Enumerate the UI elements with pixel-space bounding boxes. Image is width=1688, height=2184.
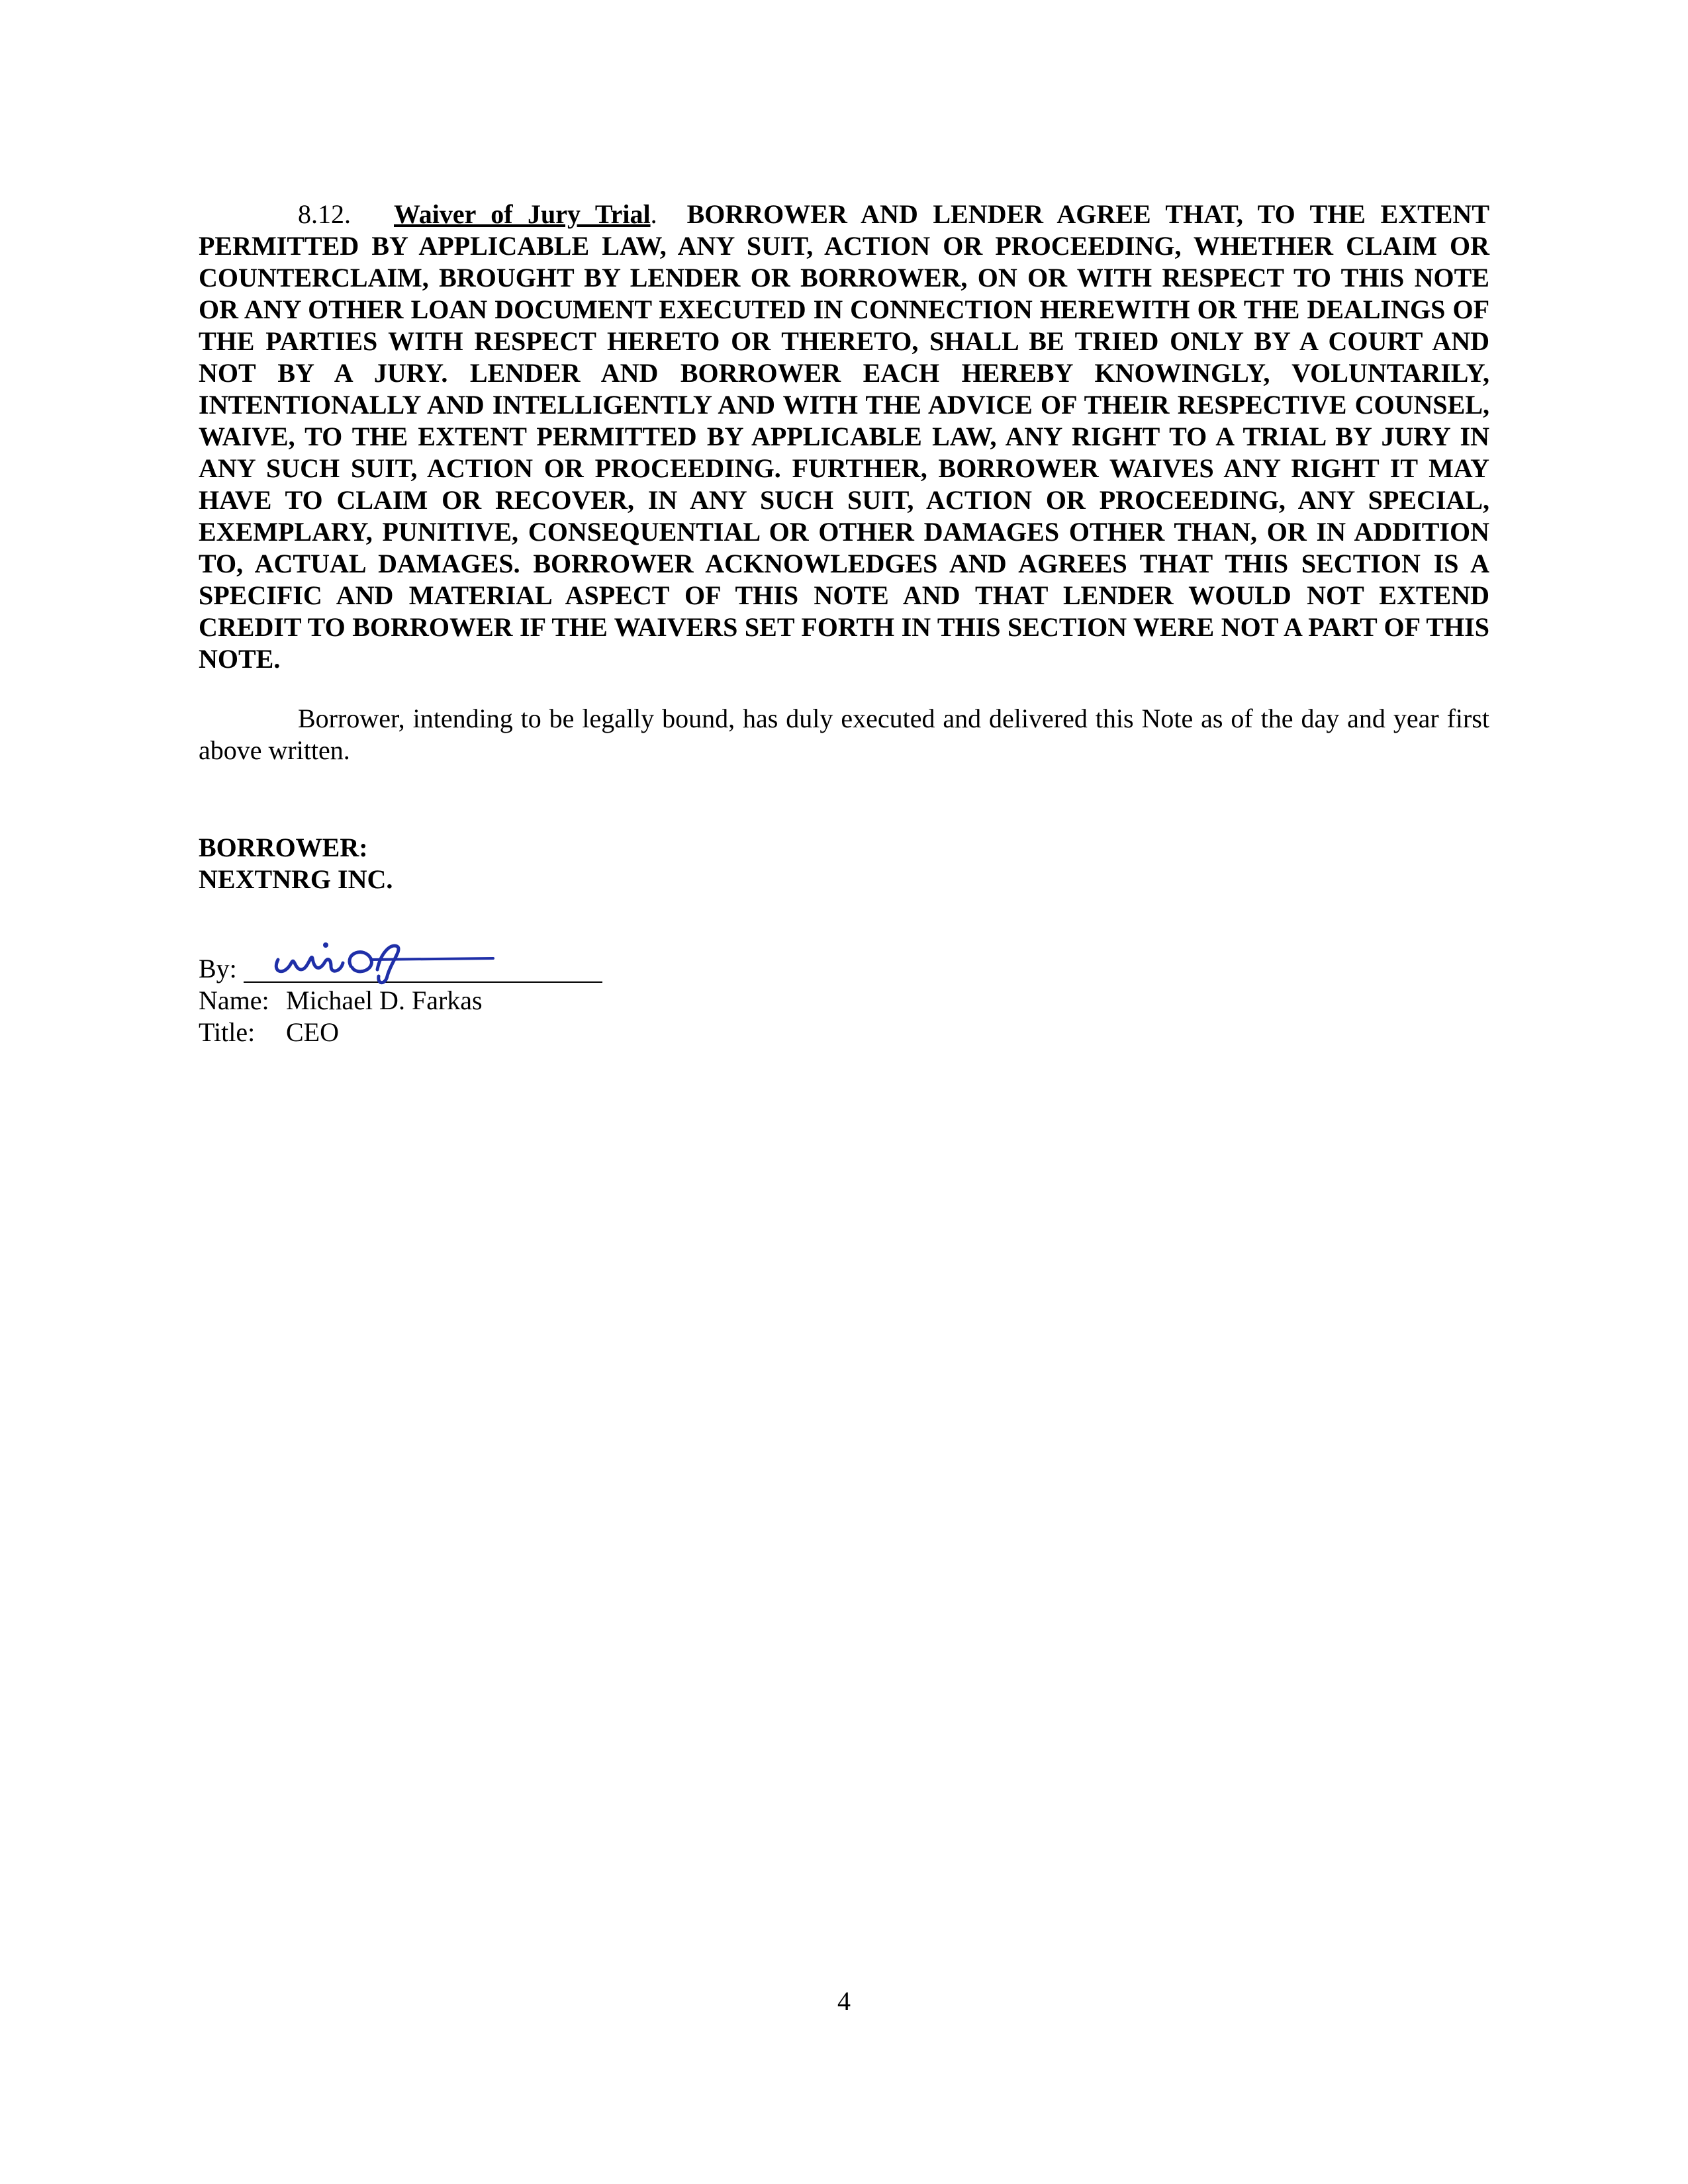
- section-body: BORROWER AND LENDER AGREE THAT, TO THE EXTENT PERMITTED BY APPLICABLE LAW, ANY SUIT, ACTION OR PROCEEDING, WHETHER CLAIM OR COUNTERCLAIM, BROUGHT BY LENDER OR BORROWER, ON OR WITH RESPECT TO THIS NOTE OR ANY OTHER LOAN DOCUMENT EXECUTED IN CONNECTION HEREWITH OR THE DEALINGS OF THE PARTIES WITH RESPECT HERETO OR THERETO, SHALL BE TRIED ONLY BY A COURT AND NOT BY A JURY. LENDER AND BORROWER EACH HEREBY KNOWINGLY, VOLUNTARILY, INTENTIONALLY AND INTELLIGENTLY AND WITH THE ADVICE OF THEIR RESPECTIVE COUNSEL, WAIVE, TO THE EXTENT PERMITTED BY APPLICABLE LAW, ANY RIGHT TO A TRIAL BY JURY IN ANY SUCH SUIT, ACTION OR PROCEEDING. FURTHER, BORROWER WAIVES ANY RIGHT IT MAY HAVE TO CLAIM OR RECOVER, IN ANY SUCH SUIT, ACTION OR PROCEEDING, ANY SPECIAL, EXEMPLARY, PUNITIVE, CONSEQUENTIAL OR OTHER DAMAGES OTHER THAN, OR IN ADDITION TO, ACTUAL DAMAGES. BORROWER ACKNOWLEDGES AND AGREES THAT THIS SECTION IS A SPECIFIC AND MATERIAL ASPECT OF THIS NOTE AND THAT LENDER WOULD NOT EXTEND CREDIT TO BORROWER IF THE WAIVERS SET FORTH IN THIS SECTION WERE NOT A PART OF THIS NOTE.: [199, 199, 1489, 674]
- by-label: By:: [199, 954, 237, 983]
- name-label: Name:: [199, 985, 269, 1015]
- section-8-12: [199, 199, 1489, 675]
- handwritten-signature-icon: [265, 933, 503, 986]
- section-number: 8.12.: [298, 199, 351, 229]
- title-value: CEO: [286, 1017, 339, 1047]
- section-heading: Waiver of Jury Trial: [394, 199, 651, 229]
- section-heading-period: .: [650, 199, 657, 229]
- page-number: 4: [837, 1986, 851, 2016]
- title-row: [199, 1017, 483, 1048]
- closing-paragraph: Borrower, intending to be legally bound, has duly executed and delivered this Note as of the day and year first above written.: [199, 704, 1489, 765]
- signature-block: [199, 953, 483, 1048]
- party-label: BORROWER:: [199, 833, 368, 862]
- company-name: NEXTNRG INC.: [199, 864, 393, 894]
- by-row: [199, 953, 483, 985]
- name-value: Michael D. Farkas: [286, 985, 483, 1015]
- name-row: [199, 985, 483, 1017]
- title-label: Title:: [199, 1017, 256, 1047]
